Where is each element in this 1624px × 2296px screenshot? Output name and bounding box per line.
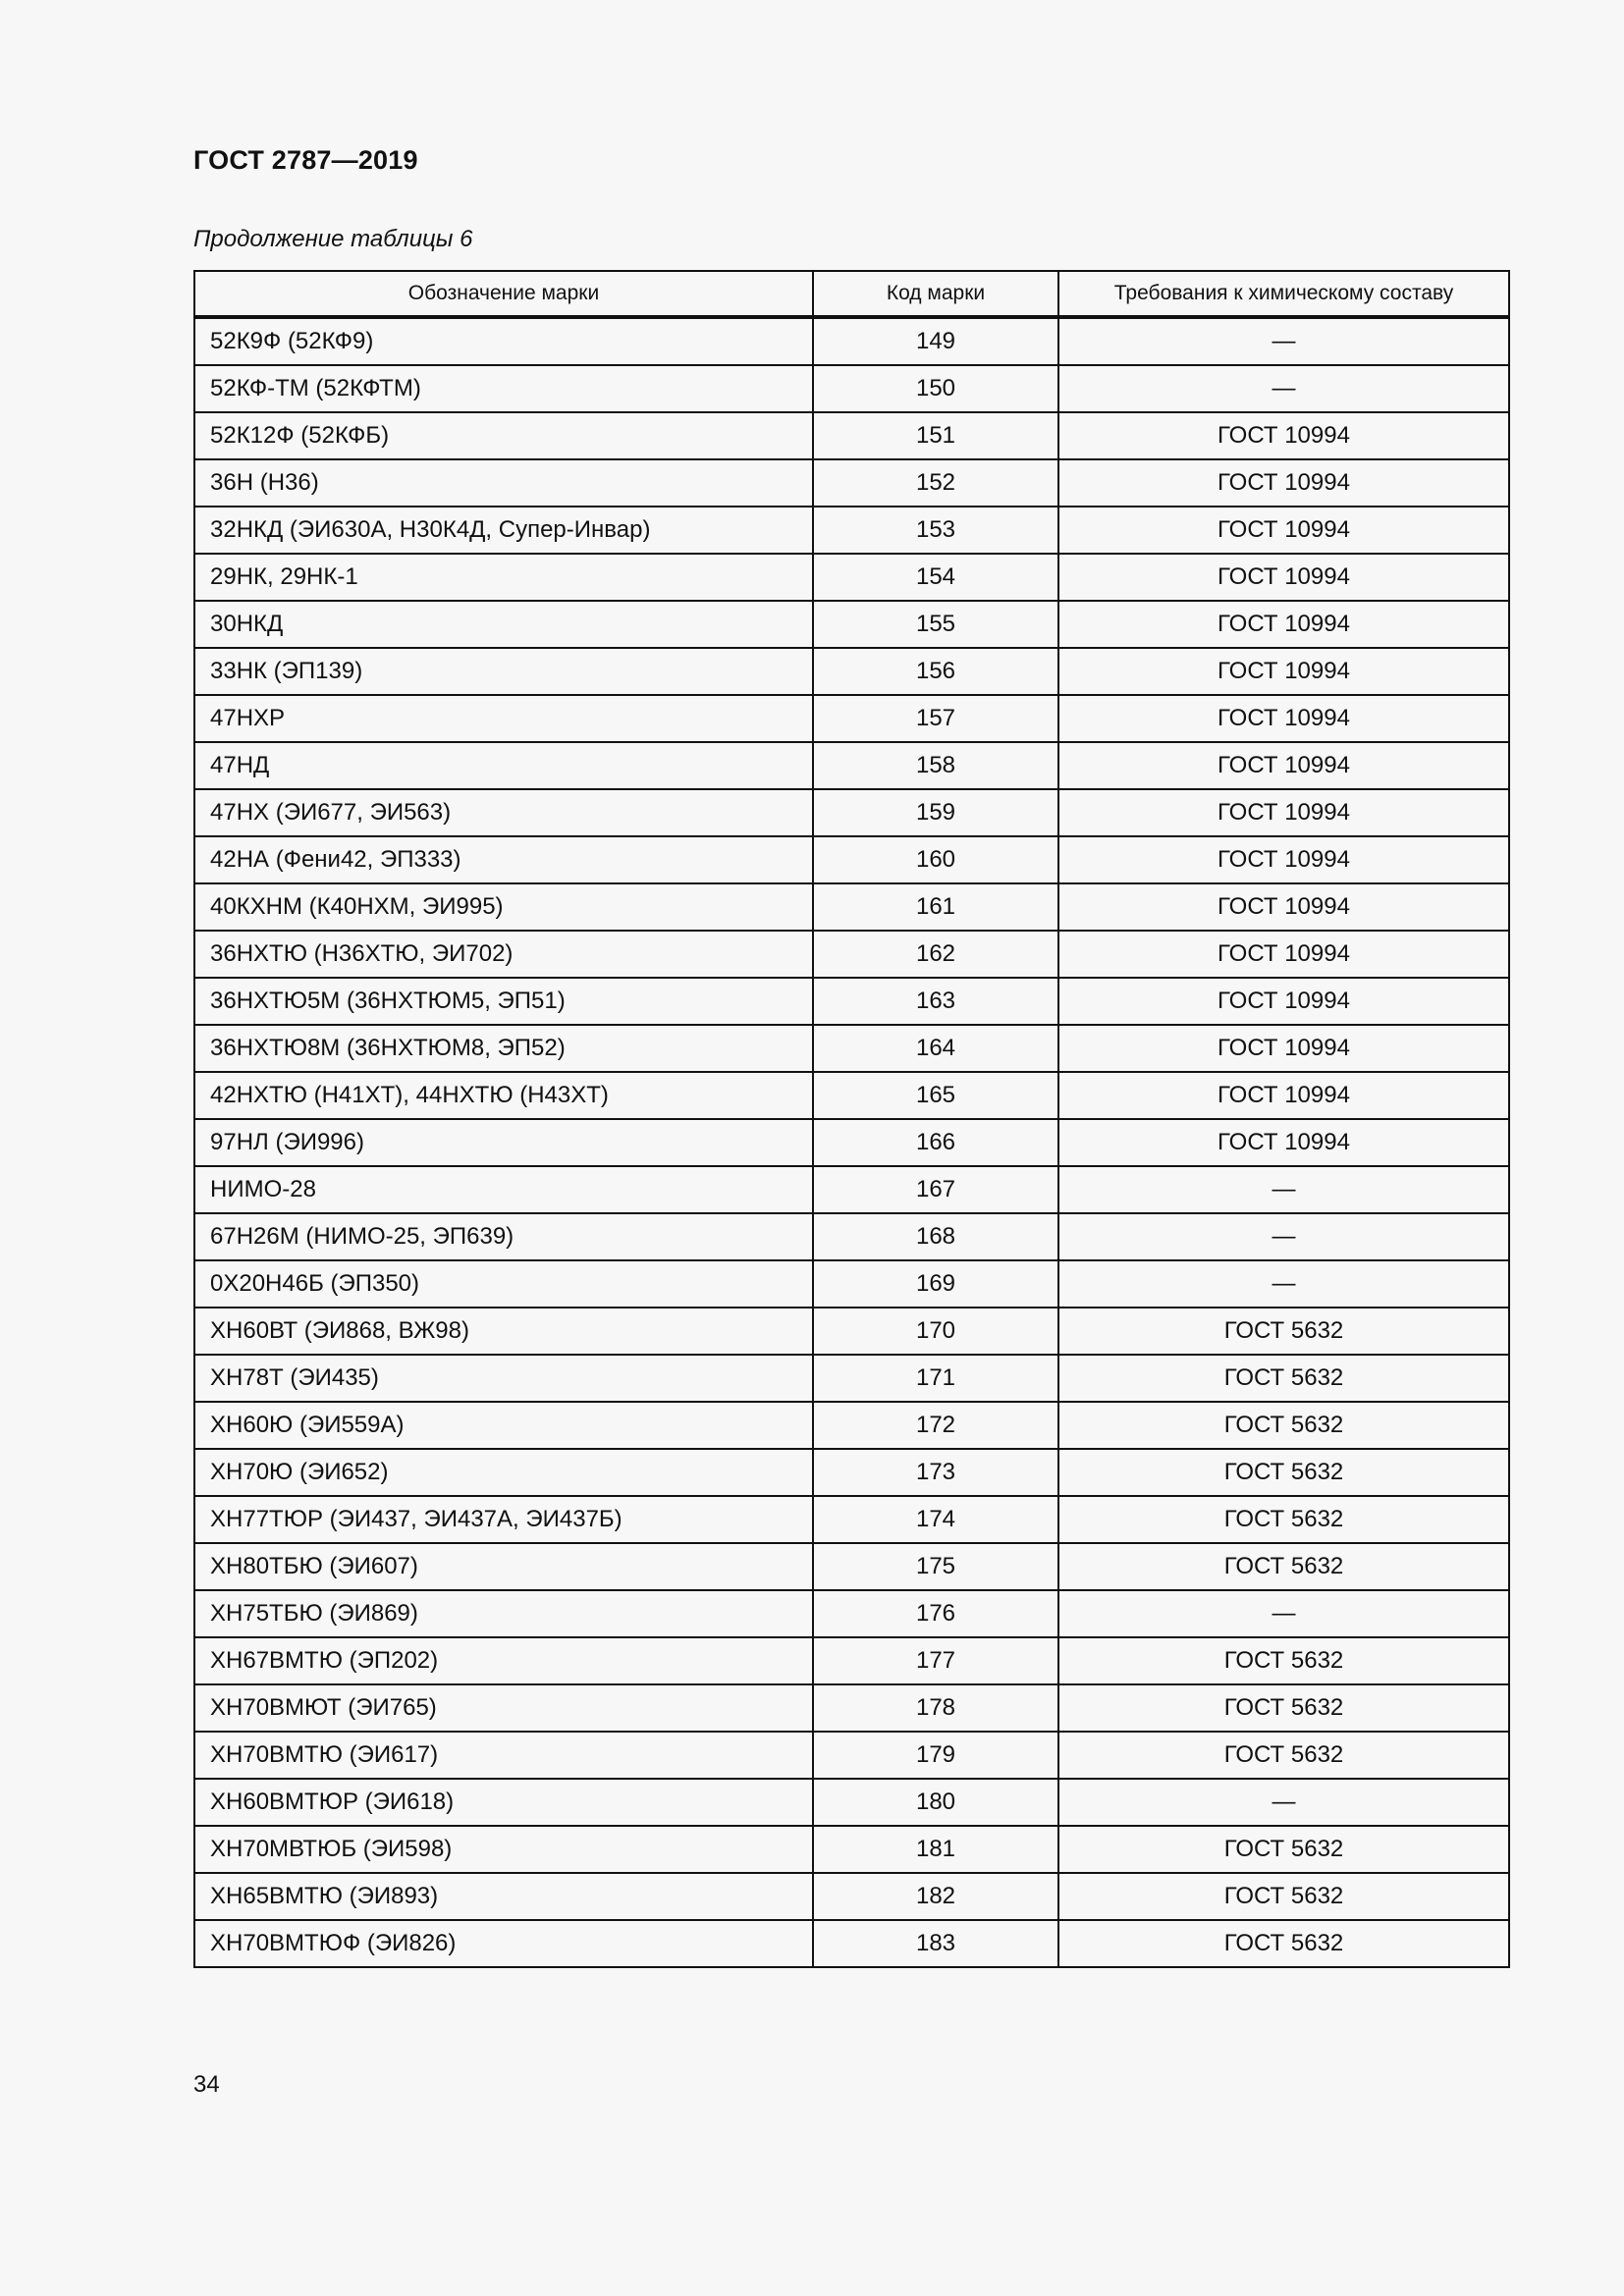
grade-cell: ХН75ТБЮ (ЭИ869) (194, 1590, 813, 1637)
code-cell: 175 (813, 1543, 1058, 1590)
requirements-cell: ГОСТ 10994 (1058, 412, 1509, 459)
grade-cell: 36НХТЮ8М (36НХТЮМ8, ЭП52) (194, 1025, 813, 1072)
table-row (194, 648, 1509, 695)
grade-cell: ХН70ВМЮТ (ЭИ765) (194, 1684, 813, 1732)
requirements-cell: ГОСТ 10994 (1058, 978, 1509, 1025)
table-row (194, 836, 1509, 883)
grade-cell: ХН70МВТЮБ (ЭИ598) (194, 1826, 813, 1873)
requirements-cell: ГОСТ 5632 (1058, 1637, 1509, 1684)
table-row (194, 978, 1509, 1025)
table-body (194, 317, 1509, 1967)
table-row (194, 554, 1509, 601)
table-row (194, 789, 1509, 836)
grade-cell: 0Х20Н46Б (ЭП350) (194, 1260, 813, 1308)
grade-cell: 97НЛ (ЭИ996) (194, 1119, 813, 1166)
code-cell: 179 (813, 1732, 1058, 1779)
requirements-cell: ГОСТ 5632 (1058, 1496, 1509, 1543)
code-cell: 182 (813, 1873, 1058, 1920)
code-cell: 173 (813, 1449, 1058, 1496)
table-row (194, 1308, 1509, 1355)
table-row (194, 742, 1509, 789)
code-cell: 152 (813, 459, 1058, 507)
table-row (194, 1732, 1509, 1779)
grade-cell: НИМО-28 (194, 1166, 813, 1213)
column-header-requirements: Требования к химическому составу (1058, 271, 1509, 317)
table-row (194, 1920, 1509, 1967)
table-row (194, 1826, 1509, 1873)
grade-cell: 29НК, 29НК-1 (194, 554, 813, 601)
code-cell: 167 (813, 1166, 1058, 1213)
requirements-cell: — (1058, 1260, 1509, 1308)
code-cell: 151 (813, 412, 1058, 459)
grade-cell: 47НХР (194, 695, 813, 742)
grade-cell: ХН70Ю (ЭИ652) (194, 1449, 813, 1496)
requirements-cell: ГОСТ 5632 (1058, 1684, 1509, 1732)
grade-cell: 30НКД (194, 601, 813, 648)
requirements-cell: ГОСТ 10994 (1058, 695, 1509, 742)
code-cell: 177 (813, 1637, 1058, 1684)
requirements-cell: ГОСТ 5632 (1058, 1543, 1509, 1590)
table-row (194, 1496, 1509, 1543)
code-cell: 178 (813, 1684, 1058, 1732)
code-cell: 154 (813, 554, 1058, 601)
code-cell: 183 (813, 1920, 1058, 1967)
code-cell: 180 (813, 1779, 1058, 1826)
requirements-cell: — (1058, 1590, 1509, 1637)
code-cell: 159 (813, 789, 1058, 836)
requirements-cell: ГОСТ 10994 (1058, 459, 1509, 507)
table-row (194, 1637, 1509, 1684)
grade-cell: 52К12Ф (52КФБ) (194, 412, 813, 459)
requirements-cell: ГОСТ 10994 (1058, 1072, 1509, 1119)
grade-cell: 36НХТЮ5М (36НХТЮМ5, ЭП51) (194, 978, 813, 1025)
table-header-row (194, 271, 1509, 317)
code-cell: 181 (813, 1826, 1058, 1873)
requirements-cell: ГОСТ 5632 (1058, 1355, 1509, 1402)
code-cell: 176 (813, 1590, 1058, 1637)
grade-cell: 52К9Ф (52КФ9) (194, 317, 813, 365)
table-row (194, 1260, 1509, 1308)
requirements-cell: — (1058, 1166, 1509, 1213)
grade-cell: 47НХ (ЭИ677, ЭИ563) (194, 789, 813, 836)
table-row (194, 459, 1509, 507)
code-cell: 168 (813, 1213, 1058, 1260)
grade-cell: ХН60Ю (ЭИ559А) (194, 1402, 813, 1449)
grade-cell: 36Н (Н36) (194, 459, 813, 507)
code-cell: 161 (813, 883, 1058, 931)
requirements-cell: ГОСТ 5632 (1058, 1873, 1509, 1920)
requirements-cell: — (1058, 1213, 1509, 1260)
code-cell: 166 (813, 1119, 1058, 1166)
requirements-cell: ГОСТ 5632 (1058, 1920, 1509, 1967)
grade-cell: ХН80ТБЮ (ЭИ607) (194, 1543, 813, 1590)
table-row (194, 1779, 1509, 1826)
code-cell: 171 (813, 1355, 1058, 1402)
grade-cell: 67Н26М (НИМО-25, ЭП639) (194, 1213, 813, 1260)
grade-cell: ХН78Т (ЭИ435) (194, 1355, 813, 1402)
requirements-cell: ГОСТ 10994 (1058, 648, 1509, 695)
requirements-cell: ГОСТ 10994 (1058, 507, 1509, 554)
requirements-cell: ГОСТ 5632 (1058, 1826, 1509, 1873)
code-cell: 157 (813, 695, 1058, 742)
code-cell: 155 (813, 601, 1058, 648)
requirements-cell: ГОСТ 10994 (1058, 931, 1509, 978)
requirements-cell: ГОСТ 10994 (1058, 1025, 1509, 1072)
requirements-cell: — (1058, 365, 1509, 412)
page-number: 34 (193, 2071, 220, 2098)
table-row (194, 1684, 1509, 1732)
grade-cell: 36НХТЮ (Н36ХТЮ, ЭИ702) (194, 931, 813, 978)
grade-cell: ХН60ВТ (ЭИ868, ВЖ98) (194, 1308, 813, 1355)
table-row (194, 931, 1509, 978)
table-row (194, 1025, 1509, 1072)
grade-cell: ХН65ВМТЮ (ЭИ893) (194, 1873, 813, 1920)
code-cell: 153 (813, 507, 1058, 554)
document-header: ГОСТ 2787—2019 (193, 145, 418, 175)
requirements-cell: — (1058, 317, 1509, 365)
table-row (194, 1355, 1509, 1402)
table-row (194, 365, 1509, 412)
table-row (194, 1402, 1509, 1449)
grade-cell: ХН70ВМТЮ (ЭИ617) (194, 1732, 813, 1779)
grade-cell: 33НК (ЭП139) (194, 648, 813, 695)
requirements-cell: ГОСТ 10994 (1058, 836, 1509, 883)
requirements-cell: ГОСТ 10994 (1058, 601, 1509, 648)
code-cell: 160 (813, 836, 1058, 883)
grade-cell: ХН60ВМТЮР (ЭИ618) (194, 1779, 813, 1826)
table-row (194, 317, 1509, 365)
grades-table-container (193, 270, 1508, 1968)
requirements-cell: ГОСТ 5632 (1058, 1732, 1509, 1779)
table-row (194, 695, 1509, 742)
requirements-cell: ГОСТ 10994 (1058, 1119, 1509, 1166)
grade-cell: 42НХТЮ (Н41ХТ), 44НХТЮ (Н43ХТ) (194, 1072, 813, 1119)
requirements-cell: ГОСТ 5632 (1058, 1402, 1509, 1449)
column-header-grade: Обозначение марки (194, 271, 813, 317)
code-cell: 164 (813, 1025, 1058, 1072)
requirements-cell: ГОСТ 10994 (1058, 742, 1509, 789)
table-row (194, 1072, 1509, 1119)
table-row (194, 1873, 1509, 1920)
table-row (194, 883, 1509, 931)
grade-cell: 52КФ-ТМ (52КФТМ) (194, 365, 813, 412)
table-row (194, 1166, 1509, 1213)
code-cell: 169 (813, 1260, 1058, 1308)
table-row (194, 1590, 1509, 1637)
code-cell: 172 (813, 1402, 1058, 1449)
table-row (194, 601, 1509, 648)
grade-cell: 32НКД (ЭИ630А, Н30К4Д, Супер-Инвар) (194, 507, 813, 554)
grade-cell: ХН77ТЮР (ЭИ437, ЭИ437А, ЭИ437Б) (194, 1496, 813, 1543)
table-row (194, 1213, 1509, 1260)
table-row (194, 1543, 1509, 1590)
code-cell: 170 (813, 1308, 1058, 1355)
table-row (194, 412, 1509, 459)
grade-cell: 47НД (194, 742, 813, 789)
requirements-cell: — (1058, 1779, 1509, 1826)
requirements-cell: ГОСТ 5632 (1058, 1308, 1509, 1355)
requirements-cell: ГОСТ 10994 (1058, 883, 1509, 931)
code-cell: 150 (813, 365, 1058, 412)
grades-table (193, 270, 1510, 1968)
column-header-code: Код марки (813, 271, 1058, 317)
code-cell: 163 (813, 978, 1058, 1025)
table-caption: Продолжение таблицы 6 (193, 226, 473, 252)
code-cell: 174 (813, 1496, 1058, 1543)
requirements-cell: ГОСТ 10994 (1058, 789, 1509, 836)
grade-cell: ХН67ВМТЮ (ЭП202) (194, 1637, 813, 1684)
requirements-cell: ГОСТ 10994 (1058, 554, 1509, 601)
table-row (194, 1449, 1509, 1496)
grade-cell: ХН70ВМТЮФ (ЭИ826) (194, 1920, 813, 1967)
table-row (194, 1119, 1509, 1166)
code-cell: 149 (813, 317, 1058, 365)
grade-cell: 40КХНМ (К40НХМ, ЭИ995) (194, 883, 813, 931)
grade-cell: 42НА (Фени42, ЭП333) (194, 836, 813, 883)
code-cell: 165 (813, 1072, 1058, 1119)
code-cell: 158 (813, 742, 1058, 789)
requirements-cell: ГОСТ 5632 (1058, 1449, 1509, 1496)
code-cell: 156 (813, 648, 1058, 695)
code-cell: 162 (813, 931, 1058, 978)
table-row (194, 507, 1509, 554)
